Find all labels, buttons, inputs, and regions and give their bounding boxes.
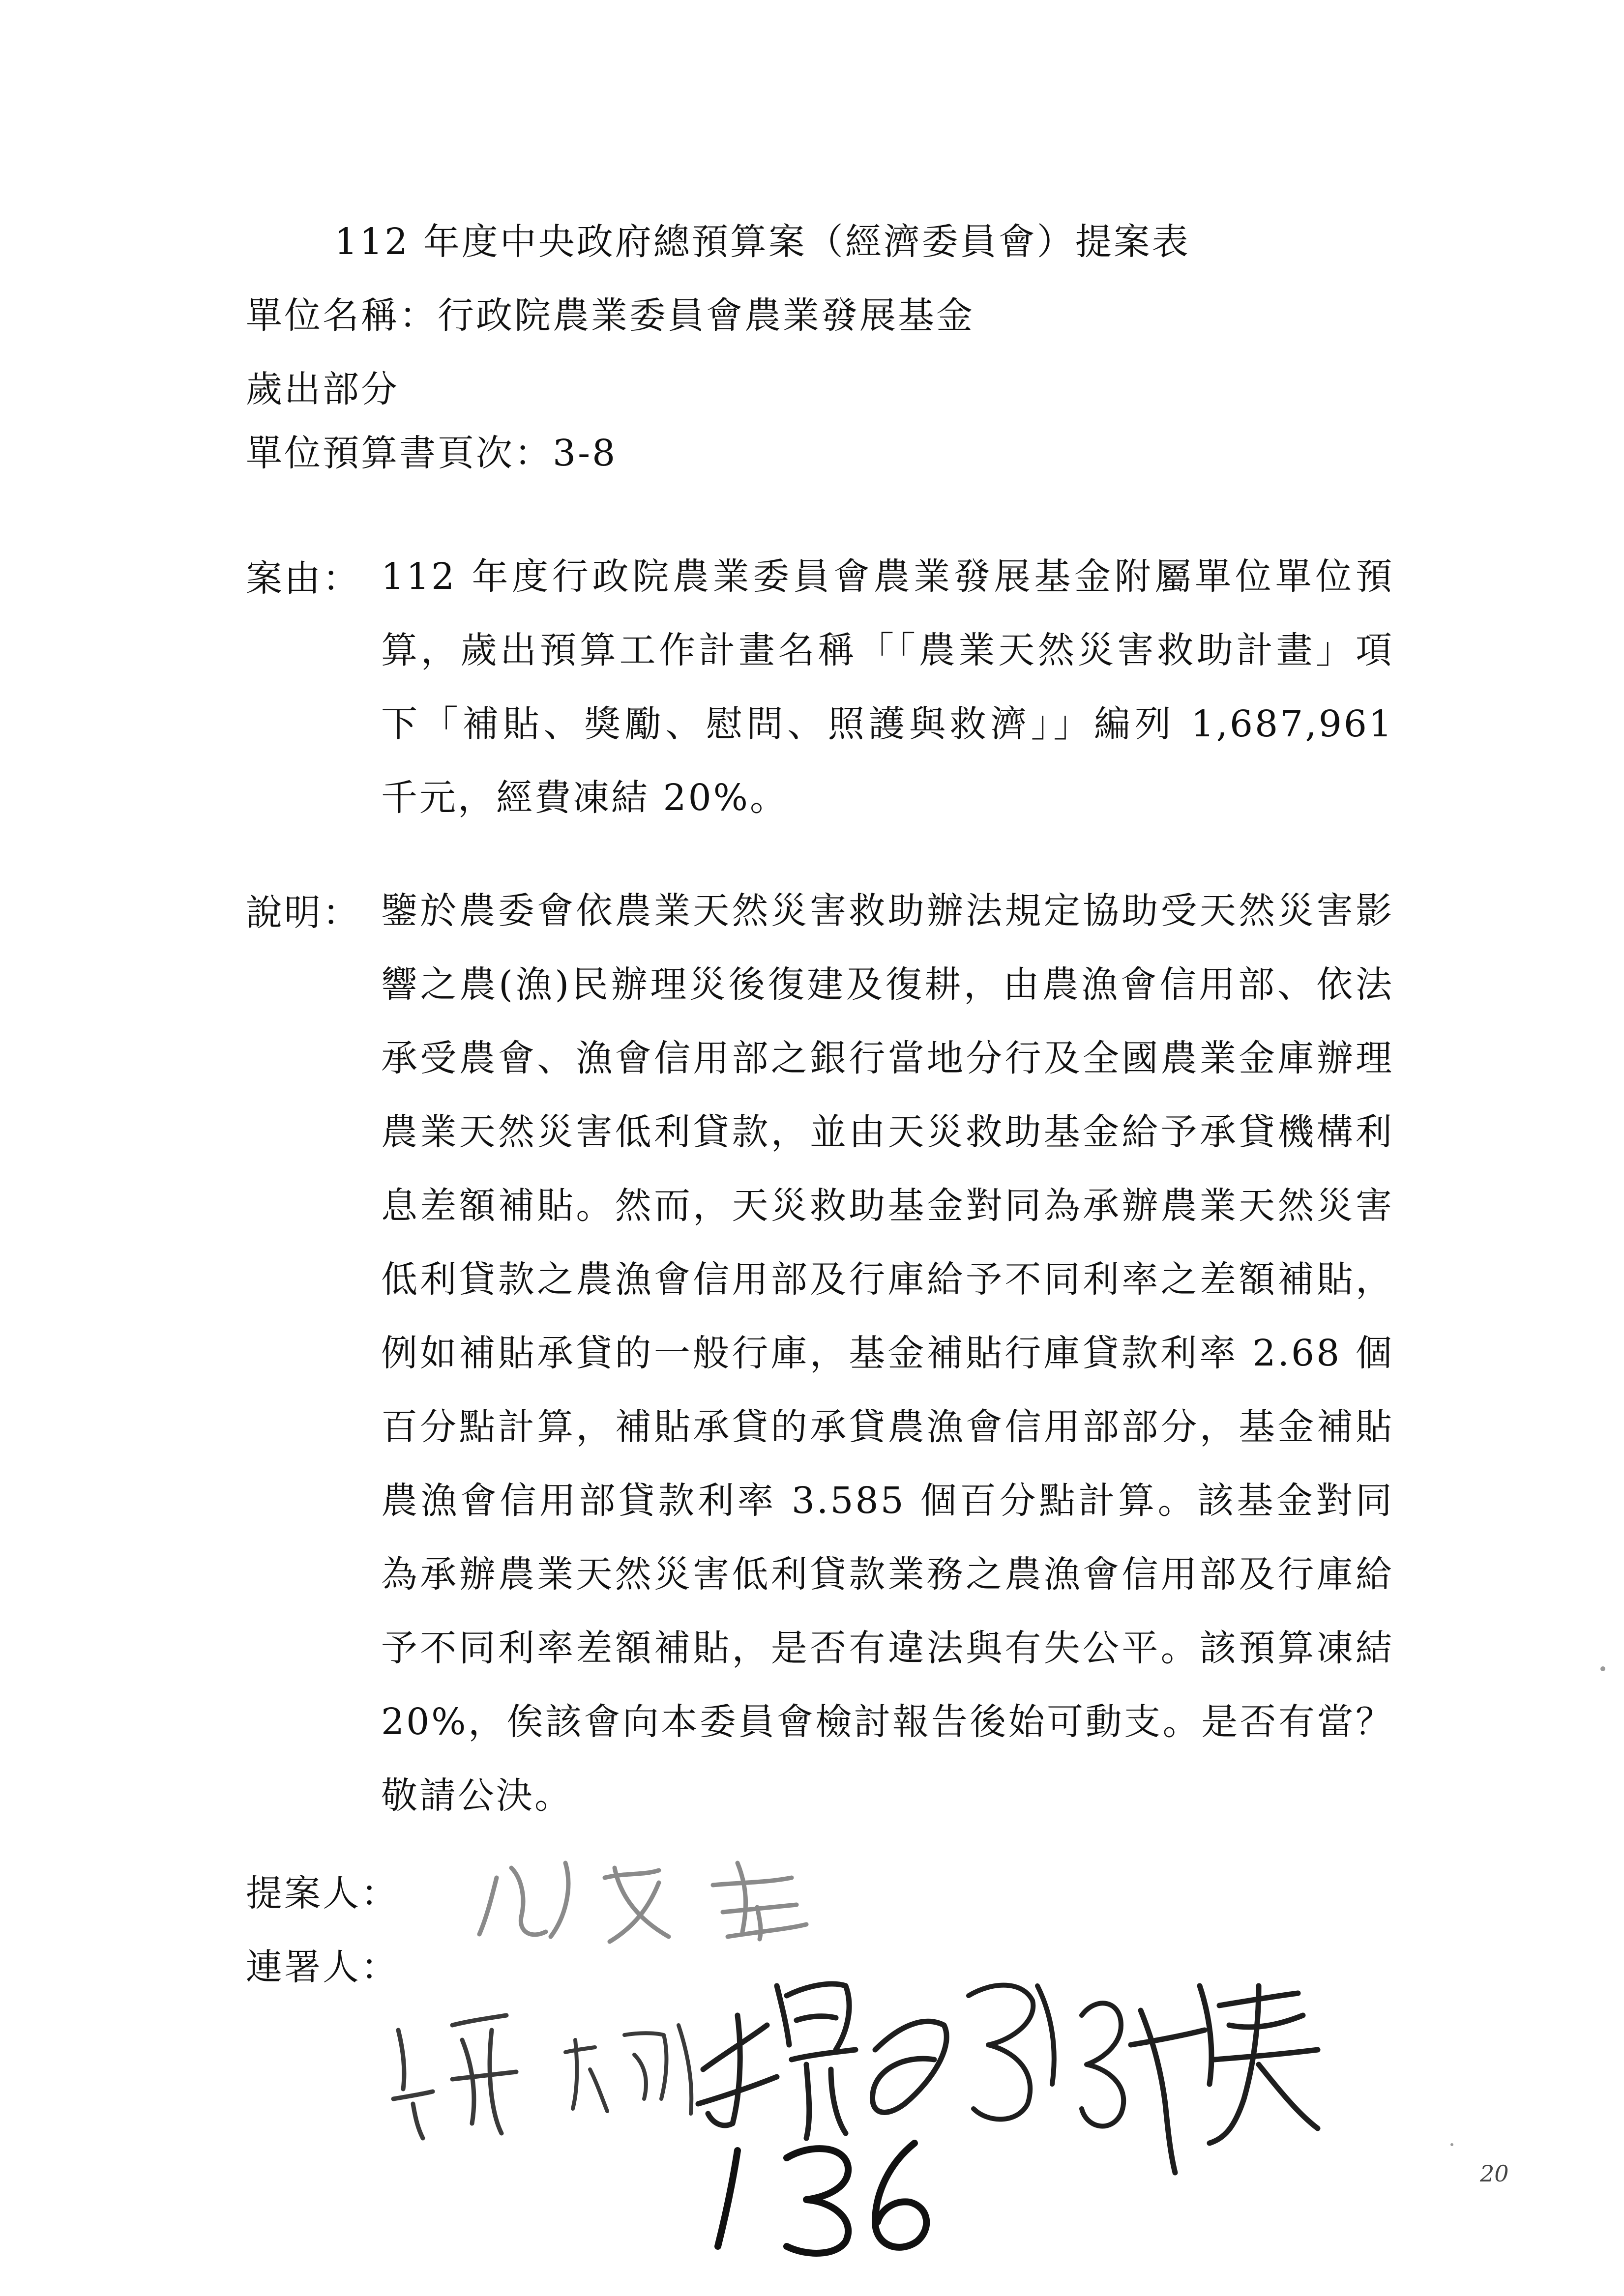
page-title: 112 年度中央政府總預算案（經濟委員會）提案表 — [334, 221, 1190, 263]
cosigner-signature-1 — [393, 2015, 516, 2138]
proposer-label: 提案人： — [246, 1872, 399, 1915]
reason-text: 112 年度行政院農業委員會農業發展基金附屬單位單位預算，歲出預算工作計畫名稱「「農業天然災害救助計畫」項下「補貼、獎勵、慰問、照護與救濟」」編列 1,687,961 千元，經費凍結 20%。 — [381, 555, 1394, 819]
description-label: 說明： — [246, 892, 361, 934]
cosigner-label: 連署人： — [246, 1946, 399, 1988]
scan-speck — [1450, 2143, 1453, 2146]
description-text: 鑒於農委會依農業天然災害救助辦法規定協助受天然災害影響之農(漁)民辦理災後復建及復耕，由農漁會信用部、依法承受農會、漁會信用部之銀行當地分行及全國農業金庫辦理農業天然災害低利貸款，並由天災救助基金給予承貸機構利息差額補貼。然而，天災救助基金對同為承辦農業天然災害低利貸款之農漁會信用部及行庫給予不同利率之差額補貼，例如補貼承貸的一般行庫，基金補貼行庫貸款利率 2.68 個百分點計算，補貼承貸的承貸農漁會信用部部分，基金補貼農漁會信用部貸款利率 3.585 個百分點計算。該基金對同為承辦農業天然災害低利貸款業務之農漁會信用部及行庫給予不同利率差額補貼，是否有違法與有失公平。該預算凍結 20%，俟該會向本委員會檢討報告後始可動支。是否有當？敬請公決。 — [381, 890, 1394, 1817]
cosigner-signature-4 — [969, 1985, 1123, 2126]
handwritten-number-136 — [718, 2143, 926, 2253]
cosigner-signature-5 — [1131, 1986, 1318, 2173]
cosigner-signature-2 — [565, 2025, 691, 2114]
scan-speck — [1600, 1666, 1605, 1671]
reason-label: 案由： — [246, 557, 361, 600]
budget-page-reference: 單位預算書頁次：3-8 — [246, 432, 618, 474]
unit-name: 單位名稱：行政院農業委員會農業發展基金 — [246, 294, 974, 337]
cosigner-signature-3 — [698, 1984, 946, 2138]
proposer-signature — [479, 1863, 806, 1942]
page-number: 20 — [1480, 2160, 1509, 2187]
budget-section: 歲出部分 — [246, 368, 399, 410]
